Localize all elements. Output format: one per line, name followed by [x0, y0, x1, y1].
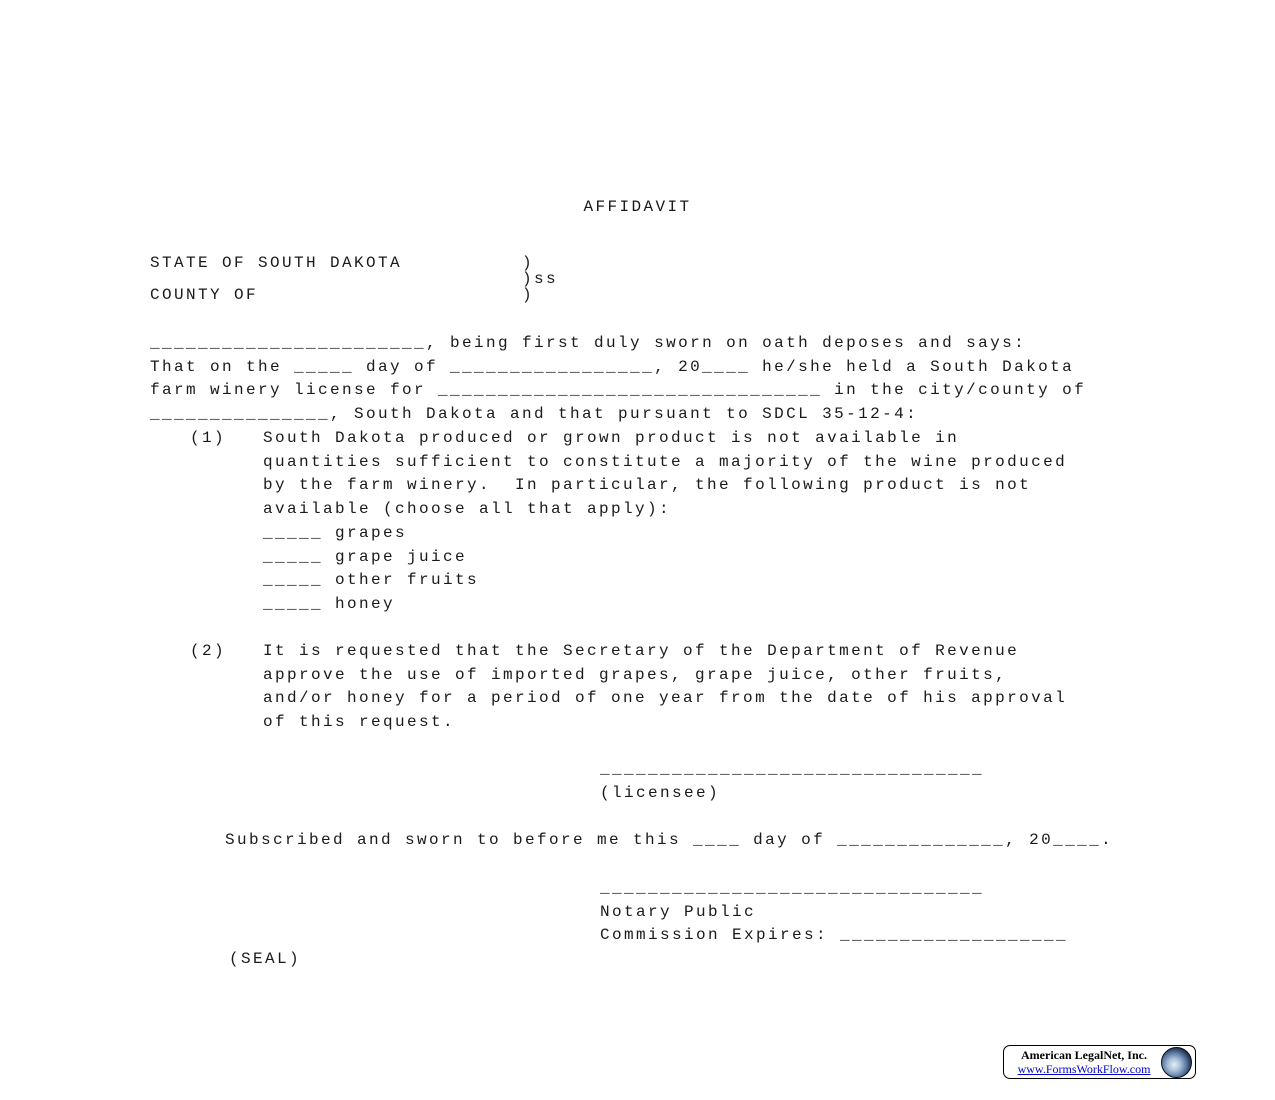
item-2-line-1: It is requested that the Secretary of the Department of Revenue [263, 642, 1020, 660]
item-1-text [263, 427, 1067, 617]
american-legalnet-badge [1003, 1045, 1196, 1079]
item-1-line-4: available (choose all that apply): [263, 500, 672, 519]
subscribed-sworn-line: Subscribed and sworn to before me this ____ day of ______________, 20____. [225, 831, 1114, 849]
intro-line-deponent: _______________________, being first duly sworn on oath deposes and says: [150, 334, 1027, 352]
intro-line-license: farm winery license for ________________________________ in the city/county of [150, 381, 1087, 400]
formsworkflow-link[interactable]: www.FormsWorkFlow.com [1017, 1062, 1151, 1076]
item-1-line-1: South Dakota produced or grown product is not available in [263, 429, 960, 447]
intro-line-date: That on the _____ day of _________________, 20____ he/she held a South Dakota [150, 357, 1075, 376]
venue-state-line: STATE OF SOUTH DAKOTA ) [150, 254, 535, 272]
venue-county-line: COUNTY OF ) [150, 286, 535, 305]
licensee-signature-block [600, 758, 984, 805]
licensee-label: (licensee) [600, 783, 721, 802]
item-1-line-3: by the farm winery. In particular, the following product is not [263, 476, 1032, 495]
notary-block [600, 877, 1068, 948]
item-2-text [263, 640, 1067, 735]
item-2-line-3: and/or honey for a period of one year from the date of his approval [263, 689, 1068, 708]
badge-text [1011, 1048, 1157, 1076]
seal-label: (SEAL) [229, 950, 302, 968]
choice-other-fruits: _____ other fruits [263, 571, 480, 590]
choice-grape-juice: _____ grape juice [263, 547, 468, 566]
notary-public-label: Notary Public [600, 902, 757, 921]
licensee-signature-line: ________________________________ [600, 760, 985, 778]
item-1-line-2: quantities sufficient to constitute a majority of the wine produced [263, 452, 1068, 471]
choice-grapes: _____ grapes [263, 523, 408, 542]
item-2 [150, 640, 1067, 735]
item-2-number: (2) [190, 642, 227, 660]
item-2-line-4: of this request. [263, 713, 456, 732]
item-1-number: (1) [190, 429, 227, 447]
choice-honey: _____ honey [263, 594, 396, 613]
intro-line-statute: _______________, South Dakota and that pursuant to SDCL 35-12-4: [150, 405, 919, 424]
item-1 [150, 427, 1067, 617]
commission-expires-line: Commission Expires: ___________________ [600, 926, 1069, 945]
item-2-line-2: approve the use of imported grapes, grape juice, other fruits, [263, 665, 1008, 684]
venue-block [150, 255, 558, 304]
notary-signature-line: ________________________________ [600, 879, 985, 897]
venue-ss-line: )ss [150, 270, 559, 289]
globe-logo-icon [1161, 1047, 1192, 1078]
document-title: AFFIDAVIT [583, 198, 692, 216]
company-name: American LegalNet, Inc. [1021, 1047, 1147, 1062]
intro-paragraph [150, 332, 1086, 427]
